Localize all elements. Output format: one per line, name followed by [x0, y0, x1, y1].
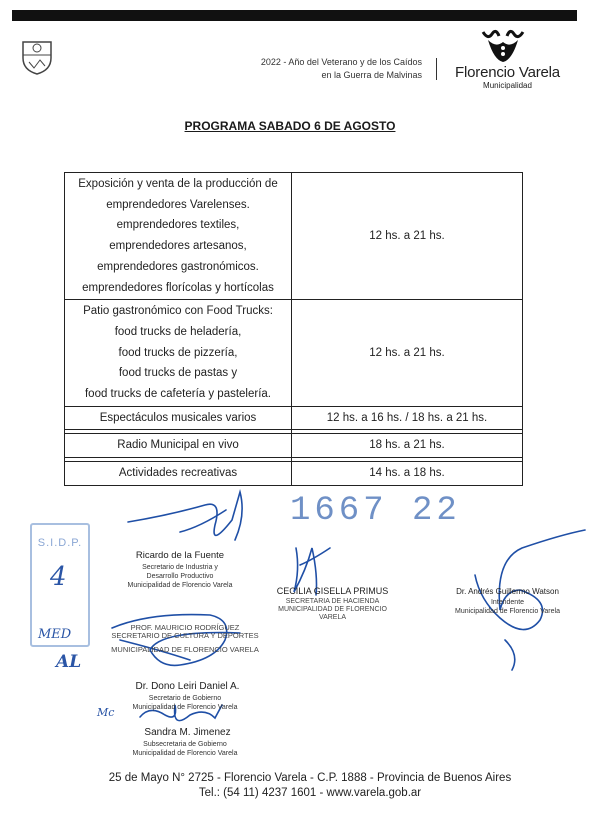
signature-1-role: Secretario de Industria y Desarrollo Productivo Municipalidad de Florencio Varela — [127, 564, 233, 589]
signature-6-name: Sandra M. Jimenez — [144, 727, 231, 738]
provincial-crest-icon — [20, 38, 54, 76]
brand-name: Florencio Varela — [455, 64, 560, 81]
motto-line-1: 2022 - Año del Veterano y de los Caídos — [260, 57, 422, 67]
activity-line: Exposición y venta de la producción de — [78, 178, 278, 190]
time-cell: 14 hs. a 18 hs. — [292, 462, 523, 486]
table-row — [65, 173, 523, 300]
sidp-handwriting-2: MED — [38, 627, 72, 642]
signature-5-role: Secretario de Gobierno Municipalidad de Florencio Varela — [132, 695, 238, 711]
signature-2-role: SECRETARIA DE HACIENDA MUNICIPALIDAD DE FLORENCIO VARELA — [278, 598, 387, 621]
signature-6-role: Subsecretaria de Gobierno Municipalidad de Florencio Varela — [132, 741, 238, 757]
table-row — [65, 406, 523, 430]
activity-cell — [65, 300, 292, 407]
top-black-bar — [12, 10, 577, 21]
activity-line: emprendedores Varelenses. — [106, 198, 250, 211]
activity-line: emprendedores textiles, — [116, 219, 240, 232]
document-title: PROGRAMA SABADO 6 DE AGOSTO — [184, 119, 396, 133]
activity-line: food trucks de pastas y — [118, 367, 238, 380]
motto-line-2: en la Guerra de Malvinas — [321, 70, 422, 80]
signature-2-name: CECILIA GISELLA PRIMUS — [276, 586, 389, 596]
signature-1-stroke — [128, 492, 242, 540]
activity-line: food trucks de heladería, — [114, 325, 242, 338]
sidp-stamp-label: S.I.D.P. — [37, 537, 83, 549]
activity-line: emprendedores artesanos, — [109, 240, 247, 253]
header-divider — [436, 58, 437, 80]
signature-3-role: Intendente Municipalidad de Florencio Varela — [455, 599, 560, 615]
time-cell: 12 hs. a 21 hs. — [292, 173, 523, 300]
activity-line: emprendedores gastronómicos. — [97, 260, 259, 273]
time-cell: 12 hs. a 16 hs. / 18 hs. a 21 hs. — [292, 406, 523, 430]
registration-number-stamp: 1667 22 — [290, 492, 461, 530]
signature-3-name: Dr. Andrés Guillermo Watson — [456, 587, 559, 596]
florencio-varela-logo-icon — [480, 26, 526, 64]
signature-6-initials: Mc — [97, 706, 115, 719]
signature-1-name: Ricardo de la Fuente — [135, 550, 225, 561]
activity-line: emprendedores florícolas y hortícolas — [82, 281, 274, 294]
brand-subtitle: Municipalidad — [483, 81, 532, 90]
signature-2-stroke — [300, 548, 330, 565]
table-row — [65, 462, 523, 486]
activity-cell: Espectáculos musicales varios — [65, 406, 292, 430]
activity-cell — [65, 173, 292, 300]
table-row — [65, 434, 523, 458]
activity-line: food trucks de cafetería y pastelería. — [84, 388, 272, 401]
signature-3-stroke — [505, 640, 515, 670]
signature-1-stroke — [180, 510, 226, 532]
activity-line: Patio gastronómico con Food Trucks: — [83, 305, 273, 318]
activity-line: food trucks de pizzería, — [118, 346, 238, 359]
activity-cell: Actividades recreativas — [65, 462, 292, 486]
program-table — [64, 172, 523, 486]
header-motto — [232, 56, 422, 82]
signature-4-stamp: PROF. MAURICIO RODRÍGUEZ SECRETARIO DE CULTURA Y DEPORTES MUNICIPALIDAD DE FLORENCIO VARELA — [111, 623, 259, 654]
signature-5-name: Dr. Dono Leiri Daniel A. — [135, 681, 240, 692]
table-row — [65, 300, 523, 407]
activity-cell: Radio Municipal en vivo — [65, 434, 292, 458]
sidp-handwriting-3: AL — [56, 652, 82, 672]
footer-contact: Tel.: (54 11) 4237 1601 - www.varela.gob.ar — [198, 787, 422, 799]
time-cell: 12 hs. a 21 hs. — [292, 300, 523, 407]
footer-address: 25 de Mayo N° 2725 - Florencio Varela - C.P. 1888 - Provincia de Buenos Aires — [108, 772, 512, 784]
sidp-handwriting-1: 4 — [50, 562, 67, 592]
time-cell: 18 hs. a 21 hs. — [292, 434, 523, 458]
